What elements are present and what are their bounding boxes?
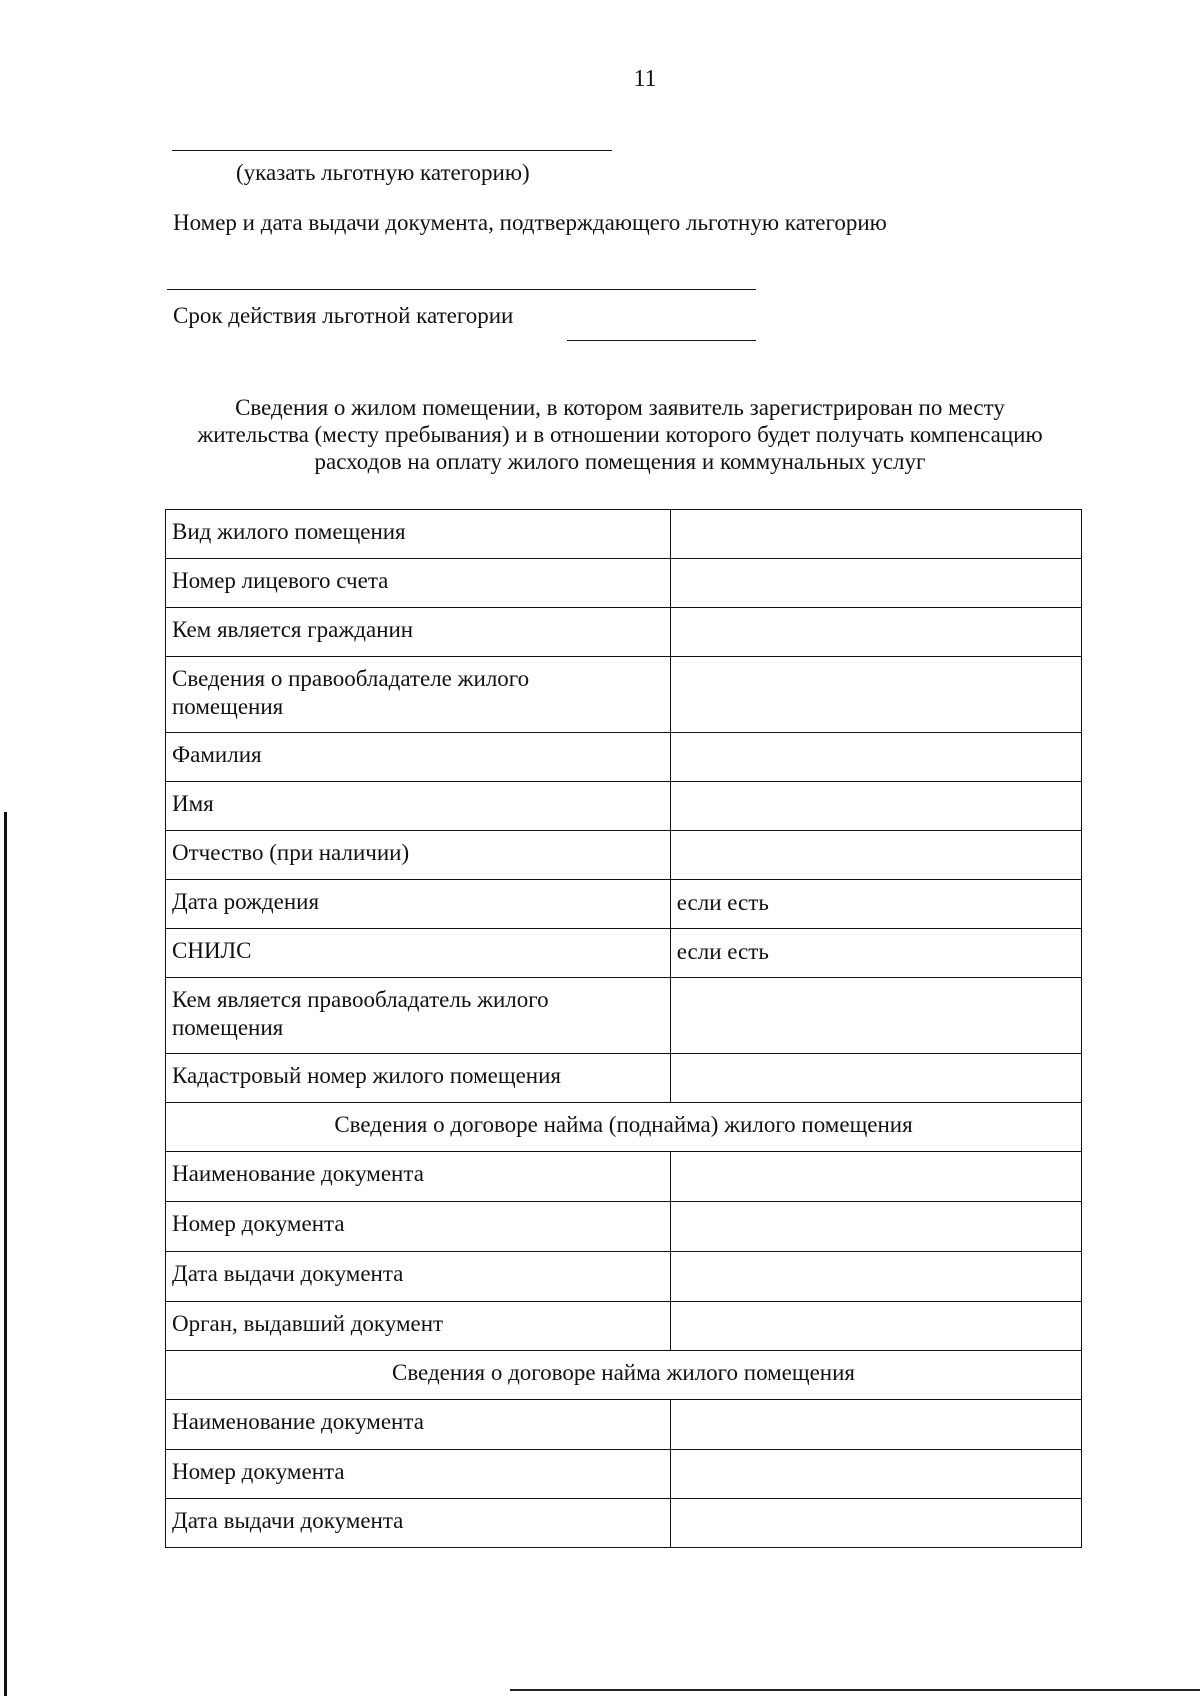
table-row [166,978,1082,1054]
housing-section-heading [160,394,1080,475]
row-label: СНИЛС [166,929,671,978]
lease-section-title: Сведения о договоре найма жилого помещения [166,1351,1082,1400]
row-value[interactable] [670,1252,1081,1302]
row-value[interactable] [670,733,1081,782]
table-row [166,782,1082,831]
row-label: Дата рождения [166,880,671,929]
scan-edge-bottom [510,1689,1200,1691]
row-value[interactable] [670,1054,1081,1103]
row-value[interactable] [670,1202,1081,1252]
row-value[interactable] [670,1400,1081,1450]
row-value[interactable] [670,782,1081,831]
row-value[interactable] [670,978,1081,1054]
housing-heading-line: жительства (месту пребывания) и в отношении которого будет получать компенсацию [197,422,1043,447]
row-value[interactable] [670,657,1081,733]
row-label: Номер документа [166,1450,671,1499]
row-value[interactable] [670,510,1081,559]
row-label: Номер лицевого счета [166,559,671,608]
row-label: Дата выдачи документа [166,1499,671,1548]
row-label: Имя [166,782,671,831]
benefit-document-label: Номер и дата выдачи документа, подтверждающего льготную категорию [173,210,887,235]
row-label: Сведения о правообладателе жилого помещения [166,657,671,733]
table-row [166,510,1082,559]
row-label: Кем является правообладатель жилого помещения [166,978,671,1054]
row-label: Наименование документа [166,1400,671,1450]
sublease-section-title: Сведения о договоре найма (поднайма) жилого помещения [166,1103,1082,1152]
housing-info-table [165,509,1082,1548]
housing-heading-line: Сведения о жилом помещении, в котором заявитель зарегистрирован по месту [235,395,1005,420]
row-label: Дата выдачи документа [166,1252,671,1302]
section-header-row [166,1103,1082,1152]
row-label: Кем является гражданин [166,608,671,657]
table-row [166,559,1082,608]
row-value[interactable]: если есть [670,880,1081,929]
row-value[interactable] [670,831,1081,880]
table-row [166,1202,1082,1252]
page-number: 11 [633,66,657,92]
table-row [166,1152,1082,1202]
benefit-category-hint: (указать льготную категорию) [236,160,530,185]
table-row [166,831,1082,880]
row-label: Фамилия [166,733,671,782]
row-value[interactable] [670,1499,1081,1548]
table-row [166,1450,1082,1499]
row-label: Вид жилого помещения [166,510,671,559]
table-row [166,1400,1082,1450]
row-value[interactable] [670,559,1081,608]
benefit-category-underline [172,150,612,151]
row-value[interactable] [670,1152,1081,1202]
scan-edge-left [4,812,7,1696]
table-row [166,880,1082,929]
table-row [166,1252,1082,1302]
row-value[interactable]: если есть [670,929,1081,978]
table-row [166,1302,1082,1351]
table-row [166,733,1082,782]
benefit-document-underline [167,289,756,290]
row-value[interactable] [670,1302,1081,1351]
section-header-row [166,1351,1082,1400]
housing-heading-line: расходов на оплату жилого помещения и коммунальных услуг [314,449,926,474]
row-value[interactable] [670,1450,1081,1499]
table-row [166,608,1082,657]
row-label: Наименование документа [166,1152,671,1202]
row-label: Номер документа [166,1202,671,1252]
row-label: Отчество (при наличии) [166,831,671,880]
row-value[interactable] [670,608,1081,657]
benefit-validity-label: Срок действия льготной категории [173,303,514,328]
table-row [166,1054,1082,1103]
row-label: Орган, выдавший документ [166,1302,671,1351]
benefit-validity-underline [567,340,756,341]
table-row [166,929,1082,978]
table-row [166,1499,1082,1548]
table-row [166,657,1082,733]
row-label: Кадастровый номер жилого помещения [166,1054,671,1103]
